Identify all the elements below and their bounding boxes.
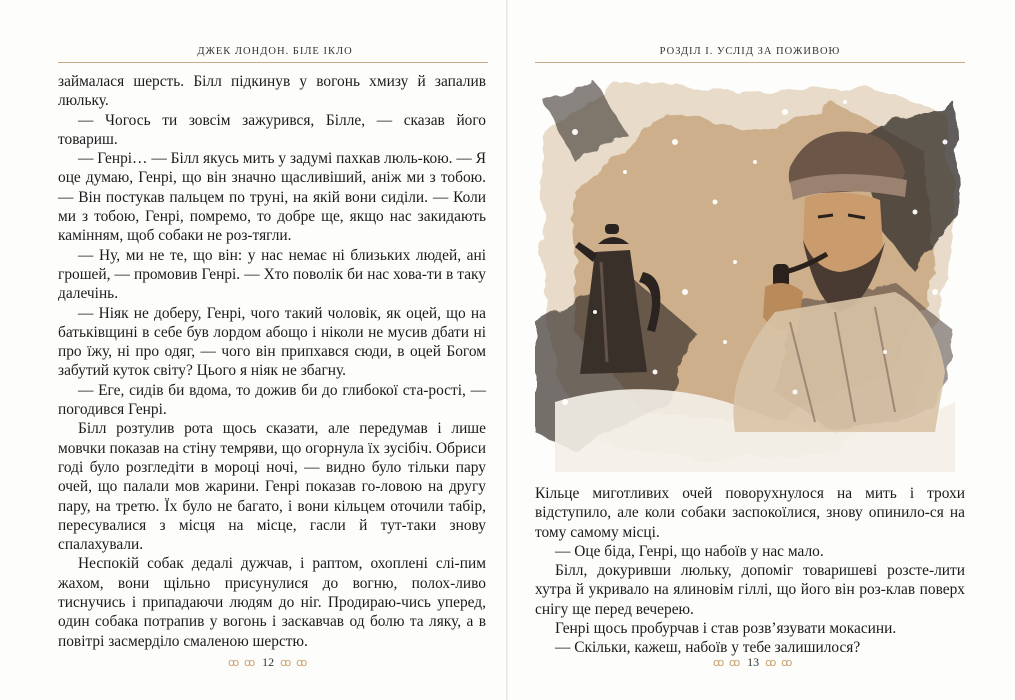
- left-paragraph-8: Неспокій собак дедалі дужчав, і раптом, охоплені слі-пим жахом, вони щільно присунулися до вогню, полох-ливо тиснучись і припадаючи людям до ніг. Продираю-чись уперед, один собака потрапив у вогонь і заскавчав од болю та ляку, а в повітрі засмерділо смаленою шерстю.: [58, 555, 486, 650]
- left-running-head: ДЖЕК ЛОНДОН. БІЛЕ ІКЛО: [197, 46, 353, 57]
- book-gutter: [506, 0, 508, 700]
- left-paragraph-1: займалася шерсть. Білл підкинув у вогонь хмизу й запалив люльку.: [58, 73, 486, 110]
- left-paragraph-3: — Генрі… — Білл якусь мить у задумі пахкав люль-кою. — Я оце думаю, Генрі, що він значно щасливіший, аніж ми з тобою. — Він постукав пальцем по труні, на якій вони сиділи. — Коли ми з тобою, Генрі, помремо, то добре ще, якщо нас закидають камінням, щоб собаки не роз-тягли.: [58, 150, 486, 245]
- right-page: [507, 0, 1014, 700]
- left-paragraph-7: Білл розтулив рота щось сказати, але передумав і лише мовчки показав на стіну темряви, що огорнула їх зусібіч. Обриси годі було розгледіти в мороці ночі, — видно було тільки пару очей, що палали мов жарини. Генрі показав го-ловою на другу пару, на третю. Їх було не багато, і вони кільцем оточили табір, пересувалися з місця на місце, гасли й тут-таки знову спалахували.: [58, 420, 486, 554]
- right-paragraph-2: — Оце біда, Генрі, що набоїв у нас мало.: [555, 542, 824, 560]
- ornament-icon: ꝏ ꝏ: [228, 657, 257, 669]
- left-paragraph-2: — Чогось ти зовсім зажурився, Білле, — сказав його товариш.: [58, 111, 486, 148]
- left-body-text: [58, 72, 486, 651]
- left-paragraph-6: — Еге, сидів би вдома, то дожив би до глибокої ста-рості, — погодився Генрі.: [58, 381, 486, 419]
- right-head-rule: [535, 62, 965, 63]
- ornament-icon: ꝏ ꝏ: [765, 657, 794, 669]
- right-paragraph-3: Білл, докуривши люльку, допоміг товаришеві розсте-лити хутра й укривало на ялиновім гіллі, що його він роз-клав поверх снігу ще перед вечерею.: [535, 562, 965, 618]
- left-head-rule: [58, 62, 488, 63]
- left-folio: [228, 655, 308, 670]
- right-body-text: [535, 484, 965, 658]
- ornament-icon: ꝏ ꝏ: [280, 657, 309, 669]
- right-paragraph-1: Кільце миготливих очей поворухнулося на мить і трохи відступило, але коли собаки заспокоїлися, знову опинило-ся на тому самому місці.: [535, 485, 965, 541]
- right-paragraph-4: Генрі щось пробурчав і став розв’язувати мокасини.: [555, 620, 897, 638]
- right-paragraph-5: — Скільки, кажеш, набоїв у тебе залишилося?: [555, 639, 861, 657]
- right-page-number: 13: [747, 655, 760, 669]
- ornament-icon: ꝏ ꝏ: [713, 657, 742, 669]
- right-folio: [713, 655, 793, 670]
- left-paragraph-4: — Ну, ми не те, що він: у нас немає ні близьких людей, ані грошей, — промовив Генрі. — Хто поволік би нас хова-ти в таку далечінь.: [58, 246, 486, 303]
- illustration-trapper-with-pipe: [535, 72, 965, 472]
- left-page-number: 12: [262, 655, 275, 669]
- left-paragraph-5: — Ніяк не доберу, Генрі, чого такий чоловік, як оцей, що на батьківщині в себе був лордом абощо і ніколи не мусив дбати ні про їжу, ні про одяг, — чого він припхався сюди, в оцей Богом забутий куток світу? Цього я ніяк не збагну.: [58, 304, 486, 380]
- right-running-head: РОЗДІЛ І. УСЛІД ЗА ПОЖИВОЮ: [659, 46, 841, 57]
- left-page: [0, 0, 507, 700]
